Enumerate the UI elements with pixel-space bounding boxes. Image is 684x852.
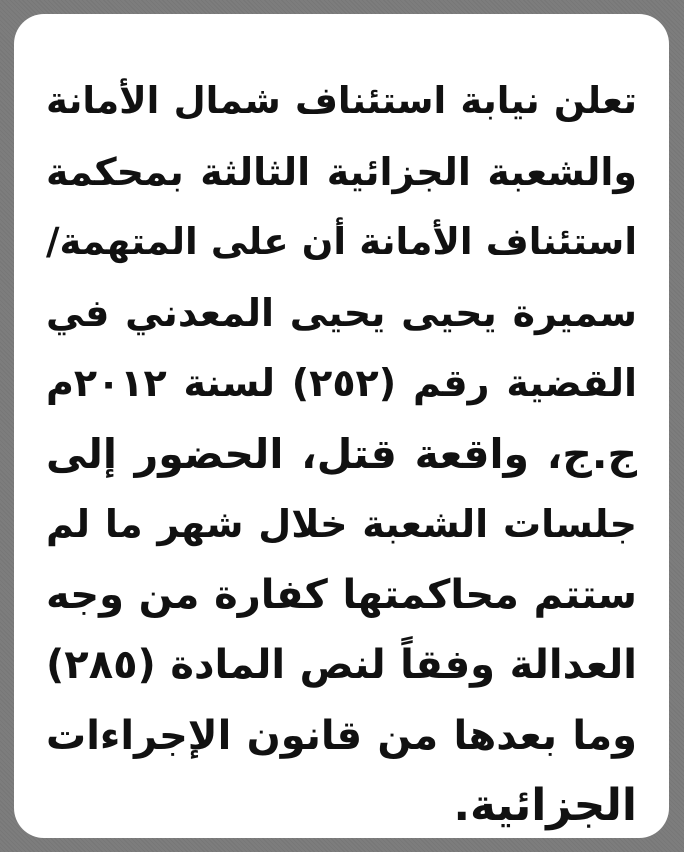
notice-line-last: الجزائية. [453, 780, 637, 831]
notice-line: والشعبة الجزائية الثالثة بمحكمة [46, 149, 637, 194]
notice-line: القضية رقم (٢٥٢) لسنة ٢٠١٢م [46, 361, 637, 405]
notice-line: العدالة وفقاً لنص المادة (٢٨٥) [46, 642, 637, 688]
notice-line: ستتم محاكمتها كفارة من وجه [46, 571, 637, 618]
notice-line: جلسات الشعبة خلال شهر ما لم [46, 502, 637, 546]
notice-text [46, 66, 637, 842]
notice-line: وما بعدها من قانون الإجراءات [46, 712, 637, 759]
notice-line: استئناف الأمانة أن على المتهمة/ [46, 220, 637, 263]
notice-line: ج.ج، واقعة قتل، الحضور إلى [46, 429, 637, 478]
notice-line: سميرة يحيى يحيى المعدني في [46, 290, 637, 335]
notice-card [14, 14, 669, 838]
notice-line: تعلن نيابة استئناف شمال الأمانة [46, 79, 637, 122]
